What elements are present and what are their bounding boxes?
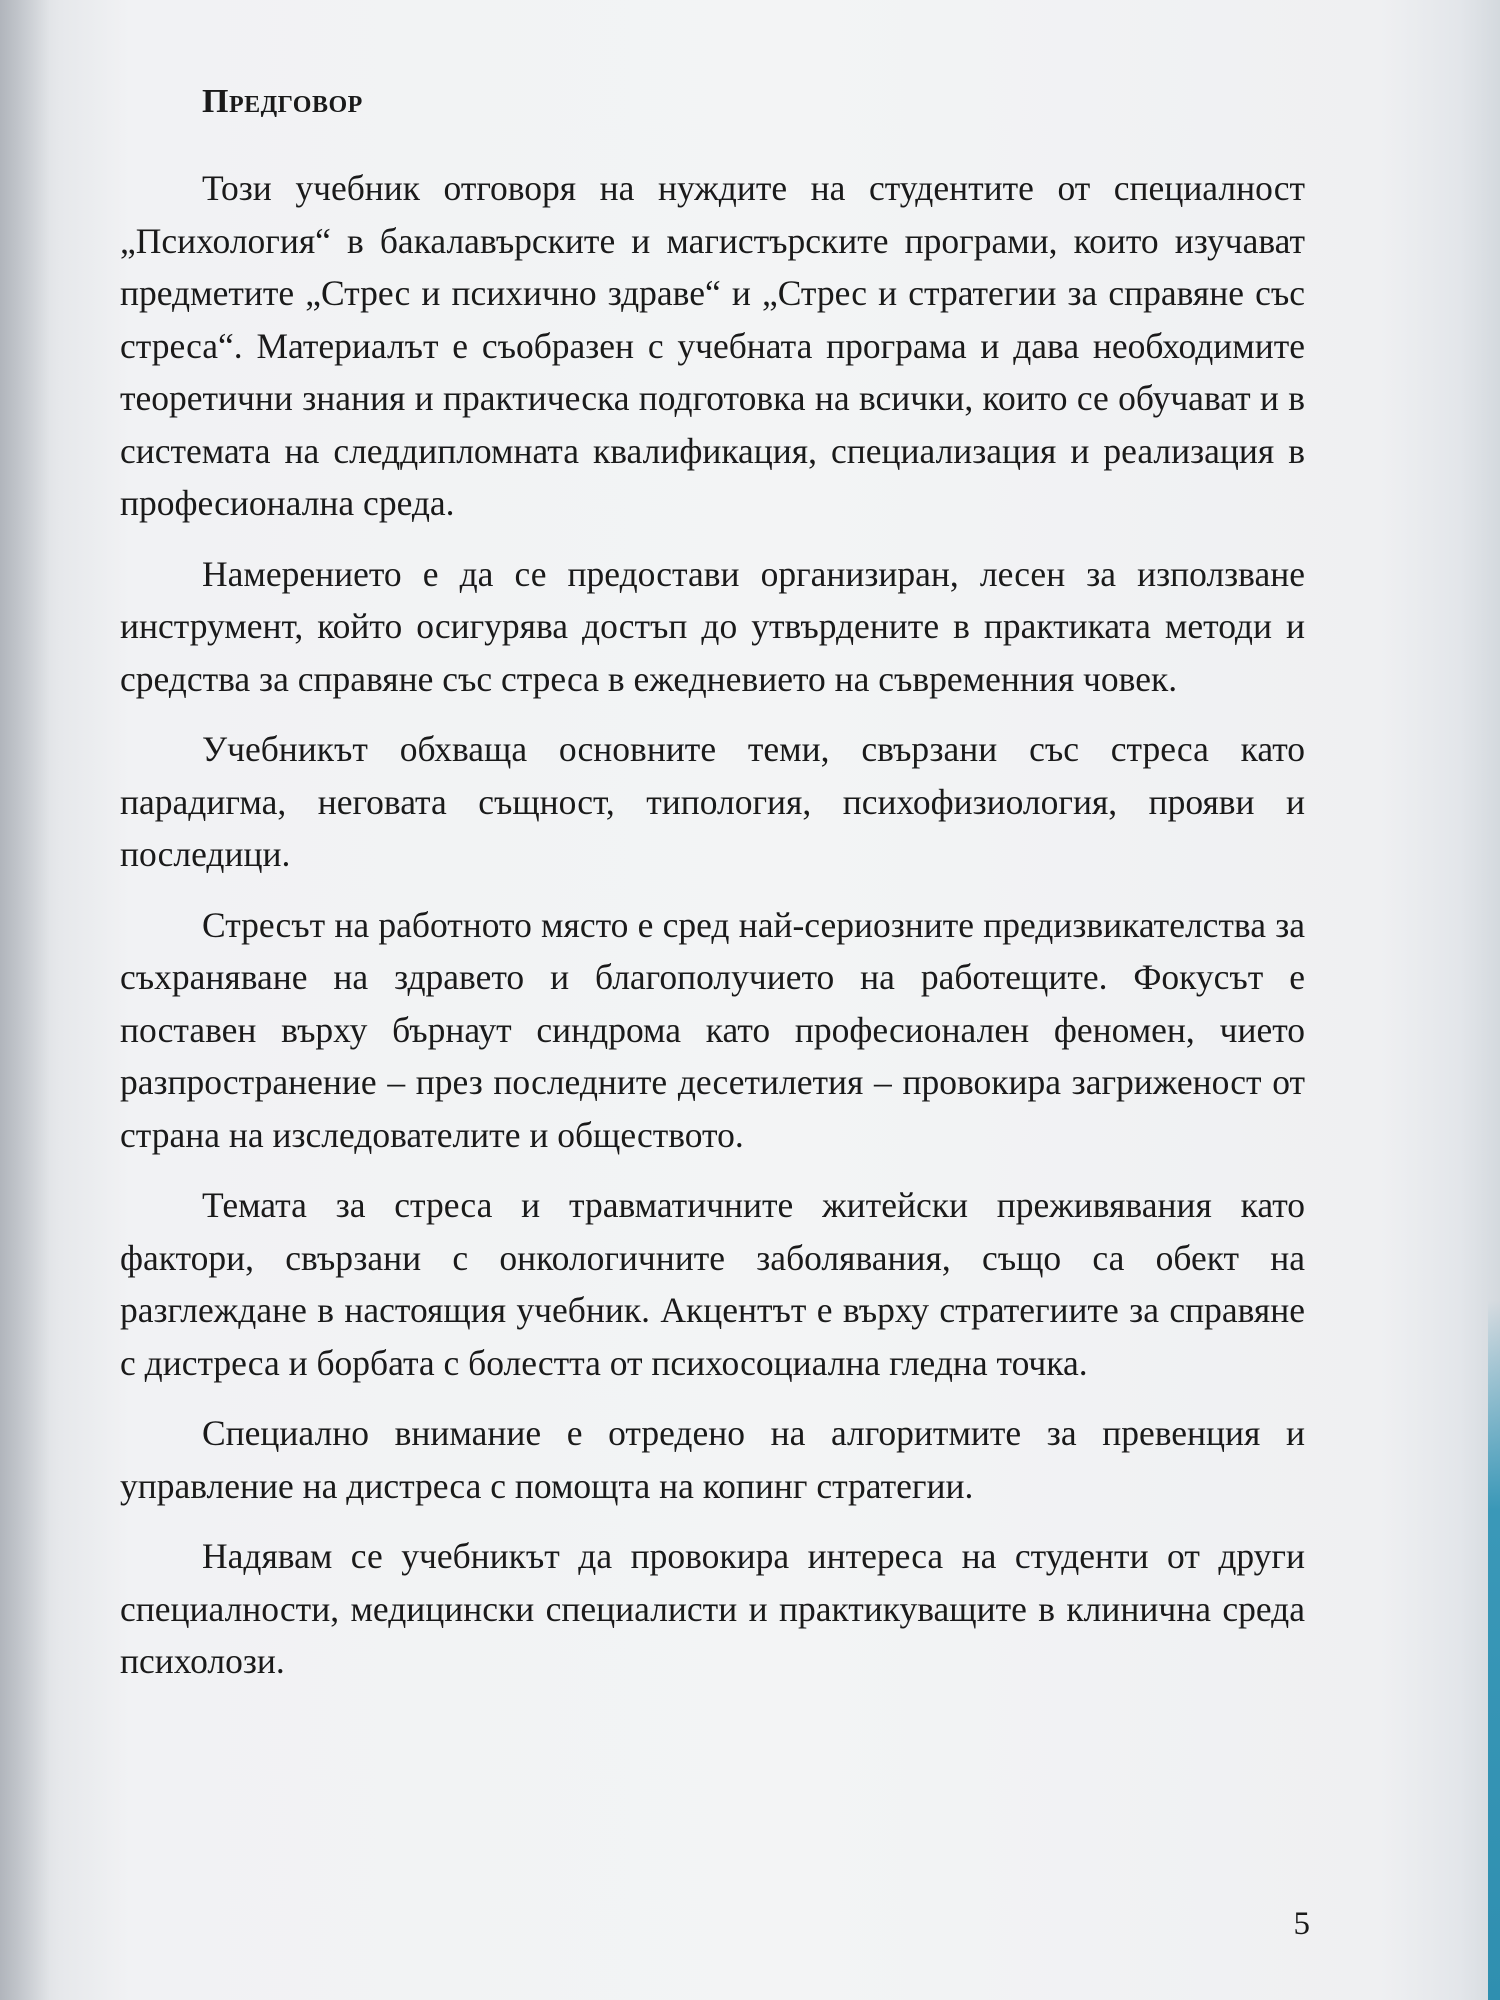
cover-edge-strip	[1488, 1300, 1500, 2000]
page-body	[120, 80, 1305, 1706]
page-number: 5	[1293, 1906, 1310, 1942]
paragraph-4: Стресът на работното място е сред най-сериозните предизвикателства за съхраняване на здравето и благополучието на работещите. Фокусът е поставен върху бърнаут синдрома като професионален феномен, чието разпространение – през последните десетилетия – провокира загриженост от страна на изследователите и обществото.	[120, 904, 1305, 1155]
paragraph-1: Този учебник отговоря на нуждите на студентите от специалност „Психология“ в бакалавърските и магистърските програми, които изучават предметите „Стрес и психично здраве“ и „Стрес и стратегии за справяне със стреса“. Материалът е съобразен с учебната програма и дава необходимите теоретични знания и практическа подготовка на всички, които се обучават и в системата на следдипломната квалификация, специализация и реализация в професионална среда.	[120, 168, 1305, 523]
paragraph-6: Специално внимание е отредено на алгоритмите за превенция и управление на дистреса с помощта на копинг стратегии.	[120, 1413, 1305, 1506]
paragraph-3: Учебникът обхваща основните теми, свързани със стреса като парадигма, неговата същност, типология, психофизиология, прояви и последици.	[120, 729, 1305, 874]
paragraph-2: Намерението е да се предостави организиран, лесен за използване инструмент, който осигурява достъп до утвърдените в практиката методи и средства за справяне със стреса в ежедневието на съвременния човек.	[120, 553, 1305, 699]
page-title: Предговор	[202, 83, 363, 120]
page-edge-shadow	[0, 0, 50, 2000]
paragraph-5: Темата за стреса и травматичните житейски преживявания като фактори, свързани с онкологичните заболявания, също са обект на разглеждане в настоящия учебник. Акцентът е върху стратегиите за справяне с дистреса и борбата с болестта от психосоциална гледна точка.	[120, 1185, 1305, 1383]
paragraph-7: Надявам се учебникът да провокира интереса на студенти от други специалности, медицински специалисти и практикуващите в клинична среда психолози.	[120, 1536, 1305, 1681]
